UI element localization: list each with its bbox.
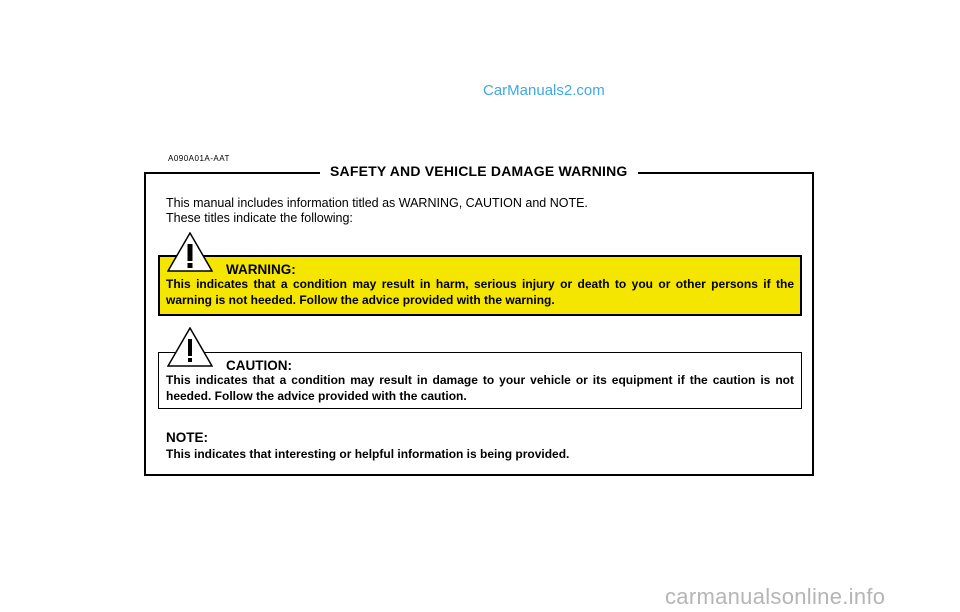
caution-heading: CAUTION: [226,358,292,373]
intro-line-1: This manual includes information titled as WARNING, CAUTION and NOTE. [166,196,588,210]
caution-triangle-icon [167,327,213,367]
note-text: This indicates that interesting or helpful information is being provided. [166,447,570,461]
intro-line-2: These titles indicate the following: [166,211,353,225]
warning-triangle-icon [167,232,213,272]
intro-text [166,196,588,226]
warning-heading: WARNING: [226,262,296,277]
note-heading: NOTE: [166,430,208,445]
watermark-top: CarManuals2.com [483,82,605,99]
warning-text: This indicates that a condition may result in harm, serious injury or death to you or other persons if the warning is not heeded. Follow the advice provided with the warning. [166,277,794,307]
document-code: A090A01A-AAT [168,154,230,163]
caution-text: This indicates that a condition may result in damage to your vehicle or its equipment if the caution is not heeded. Follow the advice provided with the caution. [166,373,794,403]
section-title: SAFETY AND VEHICLE DAMAGE WARNING [320,163,638,179]
watermark-bottom: carmanualsonline.info [665,584,886,609]
